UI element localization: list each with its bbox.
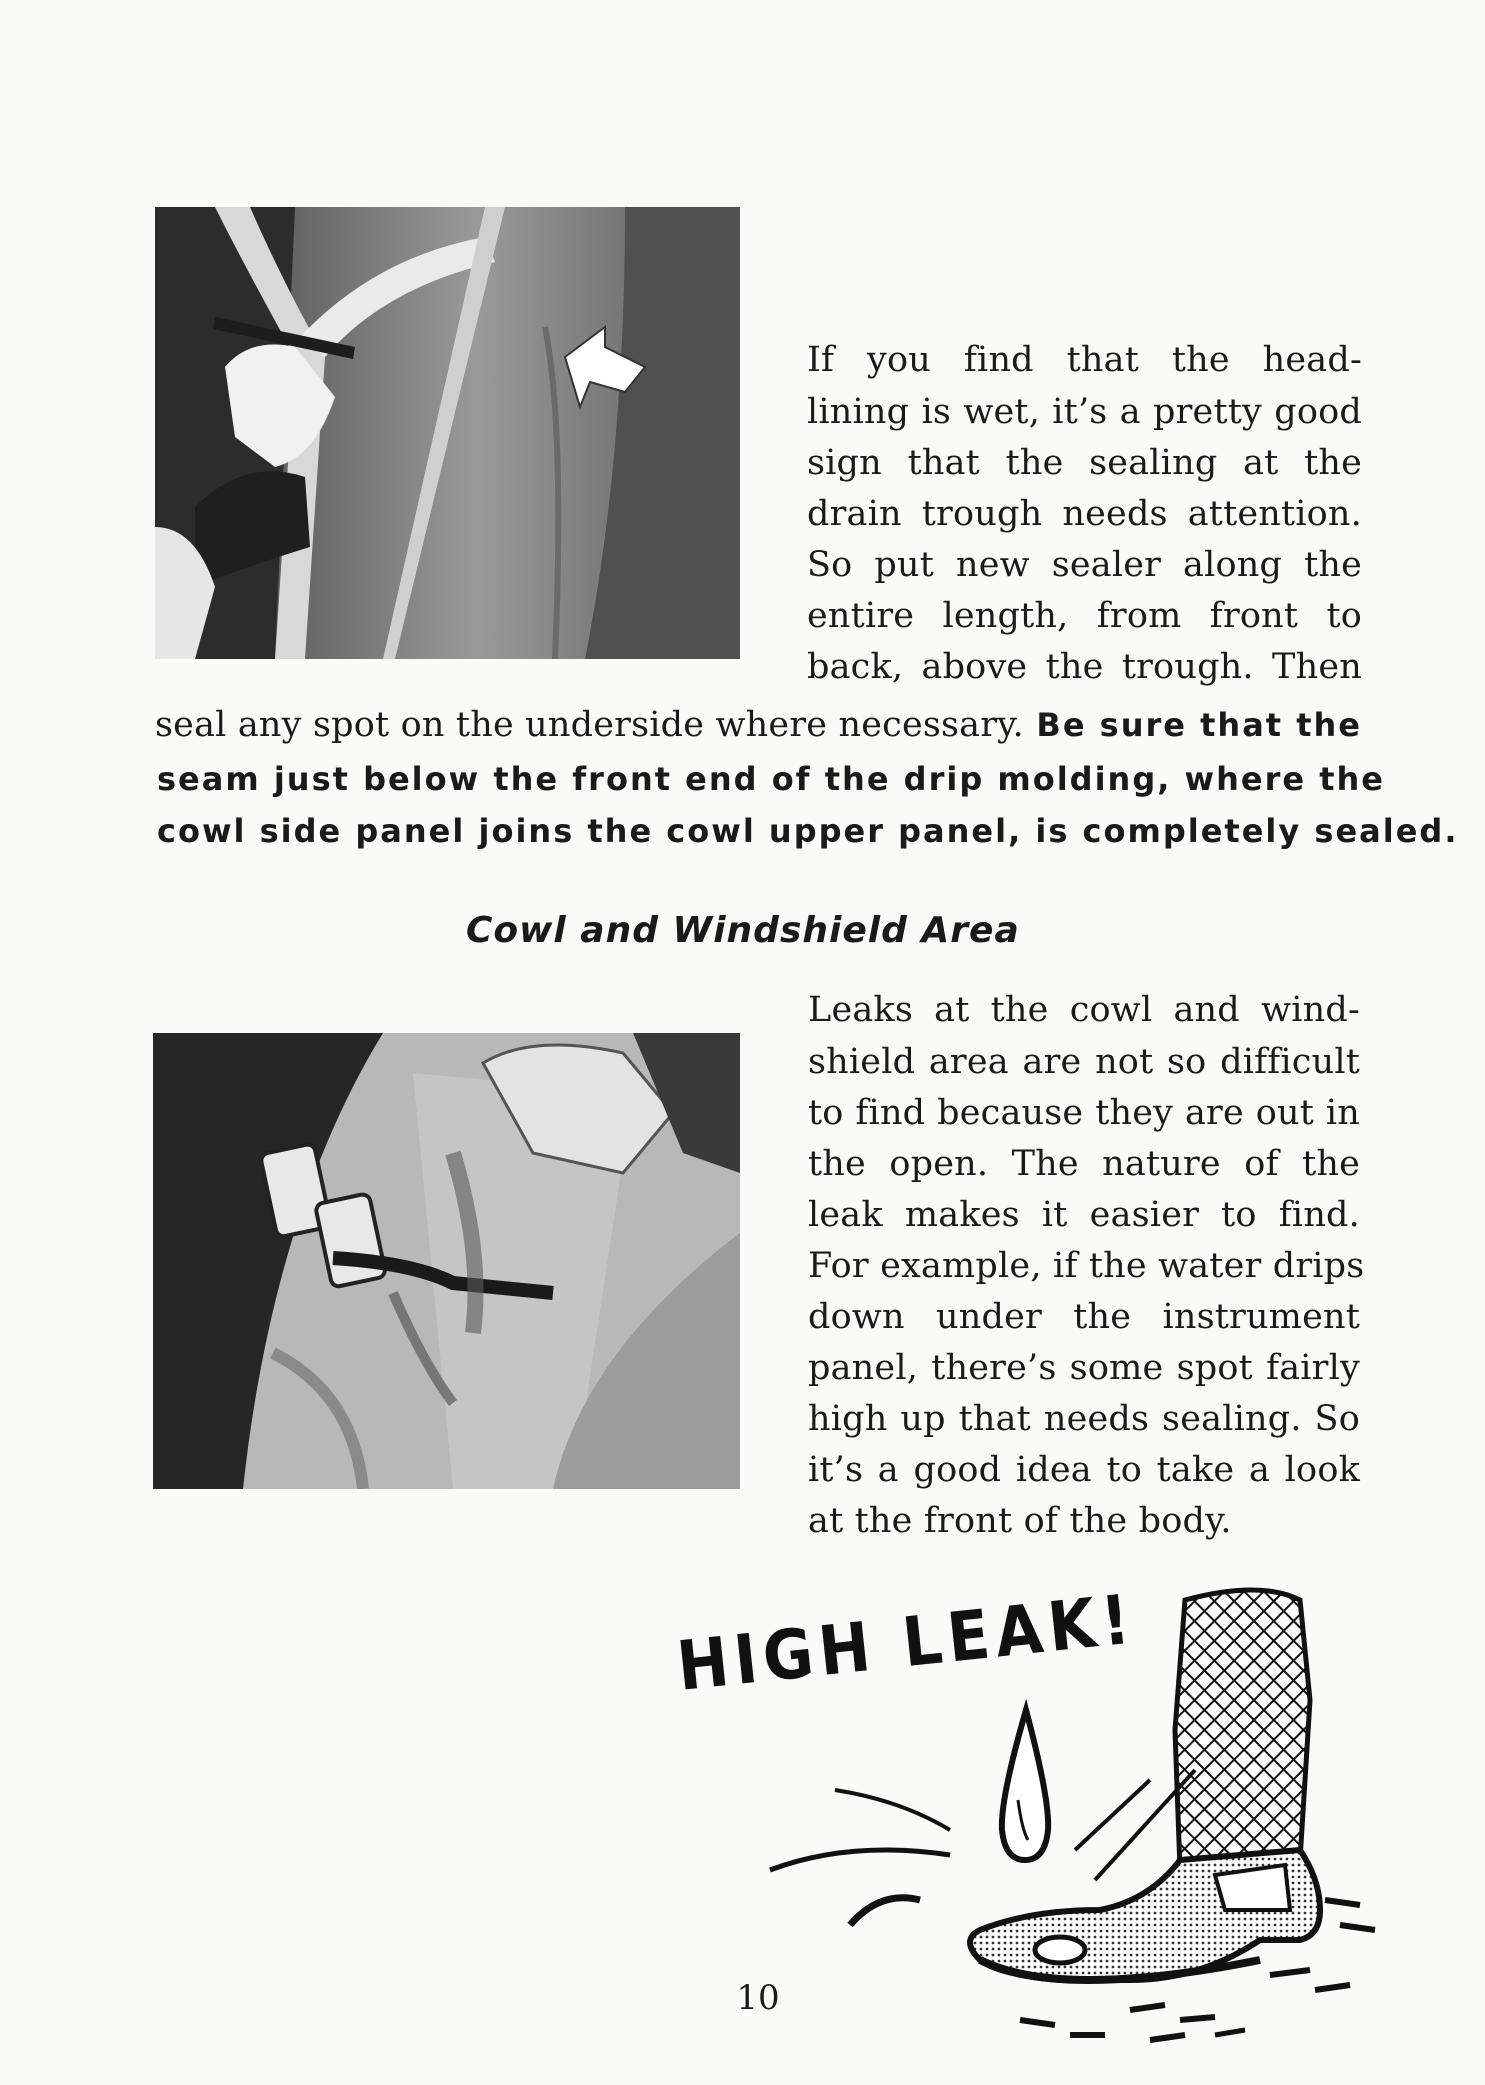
paragraph1-line: back, above the trough. Then [807,647,1362,687]
paragraph2-line: it’s a good idea to take a look [808,1450,1360,1490]
paragraph1-mixed-line [155,705,1362,745]
paragraph2-line: Leaks at the cowl and wind- [808,990,1360,1030]
paragraph2-line: at the front of the body. [808,1501,1232,1541]
paragraph1-line: lining is wet, it’s a pretty good [807,392,1362,432]
paragraph1-bold-start: Be sure that the [1036,706,1362,744]
paragraph1-line: entire length, from front to [807,596,1362,636]
paragraph1-line: drain trough needs attention. [807,494,1362,534]
paragraph1-line: sign that the sealing at the [807,443,1362,483]
paragraph2-line: For example, if the water drips [808,1246,1365,1286]
paragraph1-bold-line: cowl side panel joins the cowl upper panel, is completely sealed. [157,812,1459,850]
paragraph1-bold-line: seam just below the front end of the drip molding, where the [157,760,1385,798]
pedals-floor-photo [153,1033,740,1489]
paragraph2-line: to find because they are out in [808,1093,1360,1133]
headlining-photo [155,207,740,659]
page-number: 10 [736,1978,780,2018]
cartoon-caption: HIGH LEAK! [673,1580,1140,1707]
paragraph1-line: So put new sealer along the [807,545,1362,585]
paragraph2-line: down under the instrument [808,1297,1360,1337]
paragraph1-line: If you find that the head- [807,340,1362,380]
section-heading: Cowl and Windshield Area [466,910,1020,951]
paragraph1-full-line: seal any spot on the underside where necessary. [155,705,1024,745]
paragraph2-line: leak makes it easier to find. [808,1195,1360,1235]
paragraph2-line: the open. The nature of the [808,1144,1360,1184]
paragraph2-line: panel, there’s some spot fairly [808,1348,1360,1388]
paragraph2-line: shield area are not so difficult [808,1042,1360,1082]
paragraph2-line: high up that needs sealing. So [808,1399,1360,1439]
